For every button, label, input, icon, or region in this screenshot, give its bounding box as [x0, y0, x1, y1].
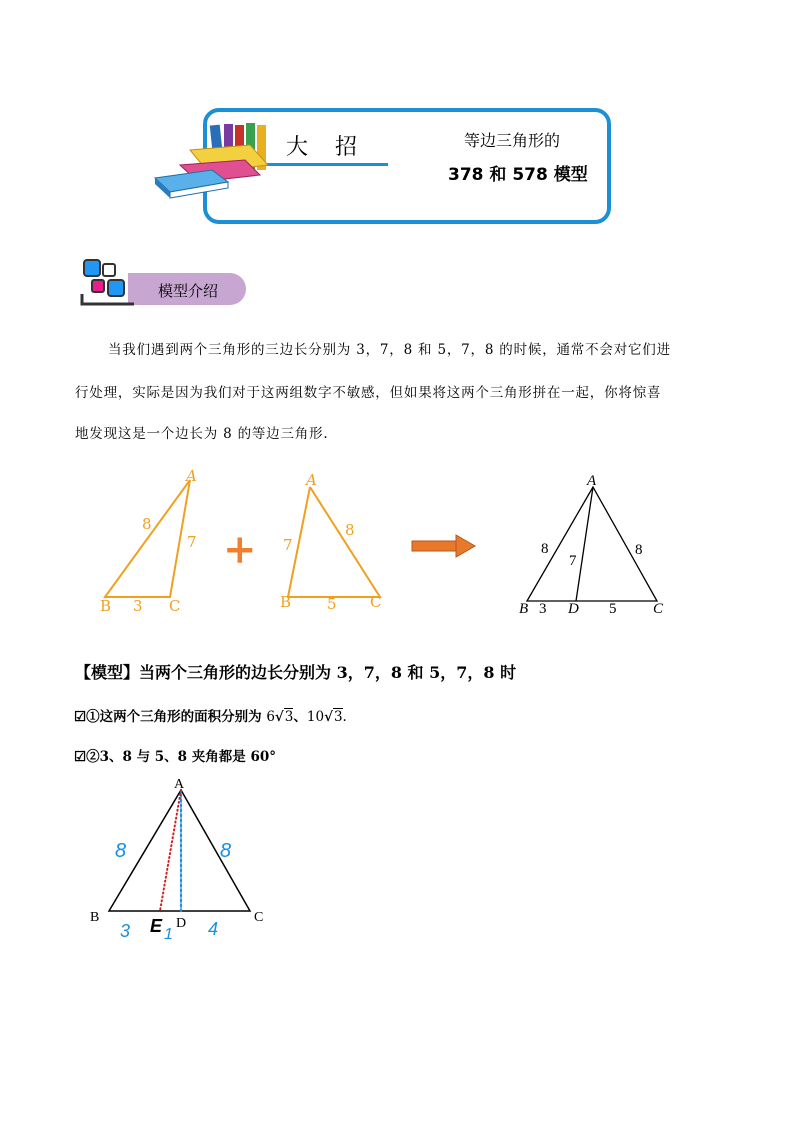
left-side-AC: 7	[187, 533, 197, 551]
vertex-D: D	[568, 601, 579, 617]
segment-ED-label: 1	[164, 926, 173, 940]
two-triangles-figure	[90, 465, 490, 615]
area-radicand-a: 3	[284, 709, 294, 725]
side-AC-label: 8	[635, 542, 643, 558]
side-AC-label: 8	[220, 840, 232, 862]
left-vertex-B: B	[100, 597, 112, 615]
segment-DC-label: 4	[208, 919, 219, 939]
intro-line-2: 行处理，实际是因为我们对于这两组数字不敏感，但如果将这两个三角形拼在一起，你将惊喜	[75, 385, 662, 401]
right-side-AB: 7	[283, 536, 293, 554]
bullet-area: ☑①这两个三角形的面积分别为 6√3、10√3.	[74, 709, 347, 725]
area-period: .	[342, 709, 347, 725]
model-heading: 【模型】当两个三角形的边长分别为 3，7，8 和 5，7，8 时	[75, 663, 517, 682]
intro-line-3: 地发现这是一个边长为 8 的等边三角形.	[75, 426, 329, 442]
right-vertex-C: C	[370, 593, 382, 611]
left-side-AB: 8	[142, 515, 152, 533]
area-radicand-b: 3	[333, 709, 343, 725]
banner-title-line2: 378 和 578 模型	[448, 165, 588, 185]
right-vertex-B: B	[280, 593, 292, 611]
banner-underline	[262, 163, 388, 166]
side-AD-label: 7	[569, 553, 577, 569]
left-triangle	[105, 480, 190, 597]
books-icon	[150, 120, 275, 200]
intro-line-1: 当我们遇到两个三角形的三边长分别为 3，7，8 和 5，7，8 的时候，通常不会对它们进	[108, 342, 671, 358]
area-coef-a: 6	[266, 709, 275, 725]
side-BD-label: 3	[539, 601, 547, 617]
vertex-A: A	[174, 777, 185, 792]
right-side-BC: 5	[327, 595, 337, 613]
vertex-A: A	[587, 473, 597, 489]
right-arrow-icon	[412, 535, 475, 557]
left-vertex-A: A	[186, 467, 197, 485]
vertex-D: D	[176, 916, 187, 931]
bullet-angle: ☑②3、8 与 5、8 夹角都是 60°	[74, 749, 277, 765]
vertex-B: B	[519, 601, 529, 617]
area-coef-b: 10	[306, 709, 325, 725]
plus-sign: +	[223, 526, 257, 573]
side-DC-label: 5	[609, 601, 617, 617]
vertex-C: C	[254, 910, 264, 925]
side-AB-label: 8	[115, 840, 127, 862]
section-tag-label: 模型介绍	[158, 282, 219, 300]
left-vertex-C: C	[169, 597, 181, 615]
banner-title-line1: 等边三角形的	[464, 131, 561, 150]
bullet-area-text: ☑①这两个三角形的面积分别为	[74, 709, 267, 725]
vertex-B: B	[90, 910, 100, 925]
equilateral-triangle-figure	[505, 470, 695, 625]
vertex-C: C	[653, 601, 664, 617]
banner-label: 大 招	[286, 135, 367, 160]
side-AB-label: 8	[541, 541, 549, 557]
right-side-AC: 8	[345, 521, 355, 539]
annotated-triangle-figure	[82, 775, 282, 940]
left-side-BC: 3	[133, 597, 143, 615]
right-vertex-A: A	[306, 471, 317, 489]
vertex-E: E	[150, 916, 163, 936]
right-triangle	[288, 487, 380, 597]
squares-icon	[78, 256, 138, 308]
segment-BE-label: 3	[120, 921, 131, 940]
area-separator: 、	[293, 709, 307, 725]
